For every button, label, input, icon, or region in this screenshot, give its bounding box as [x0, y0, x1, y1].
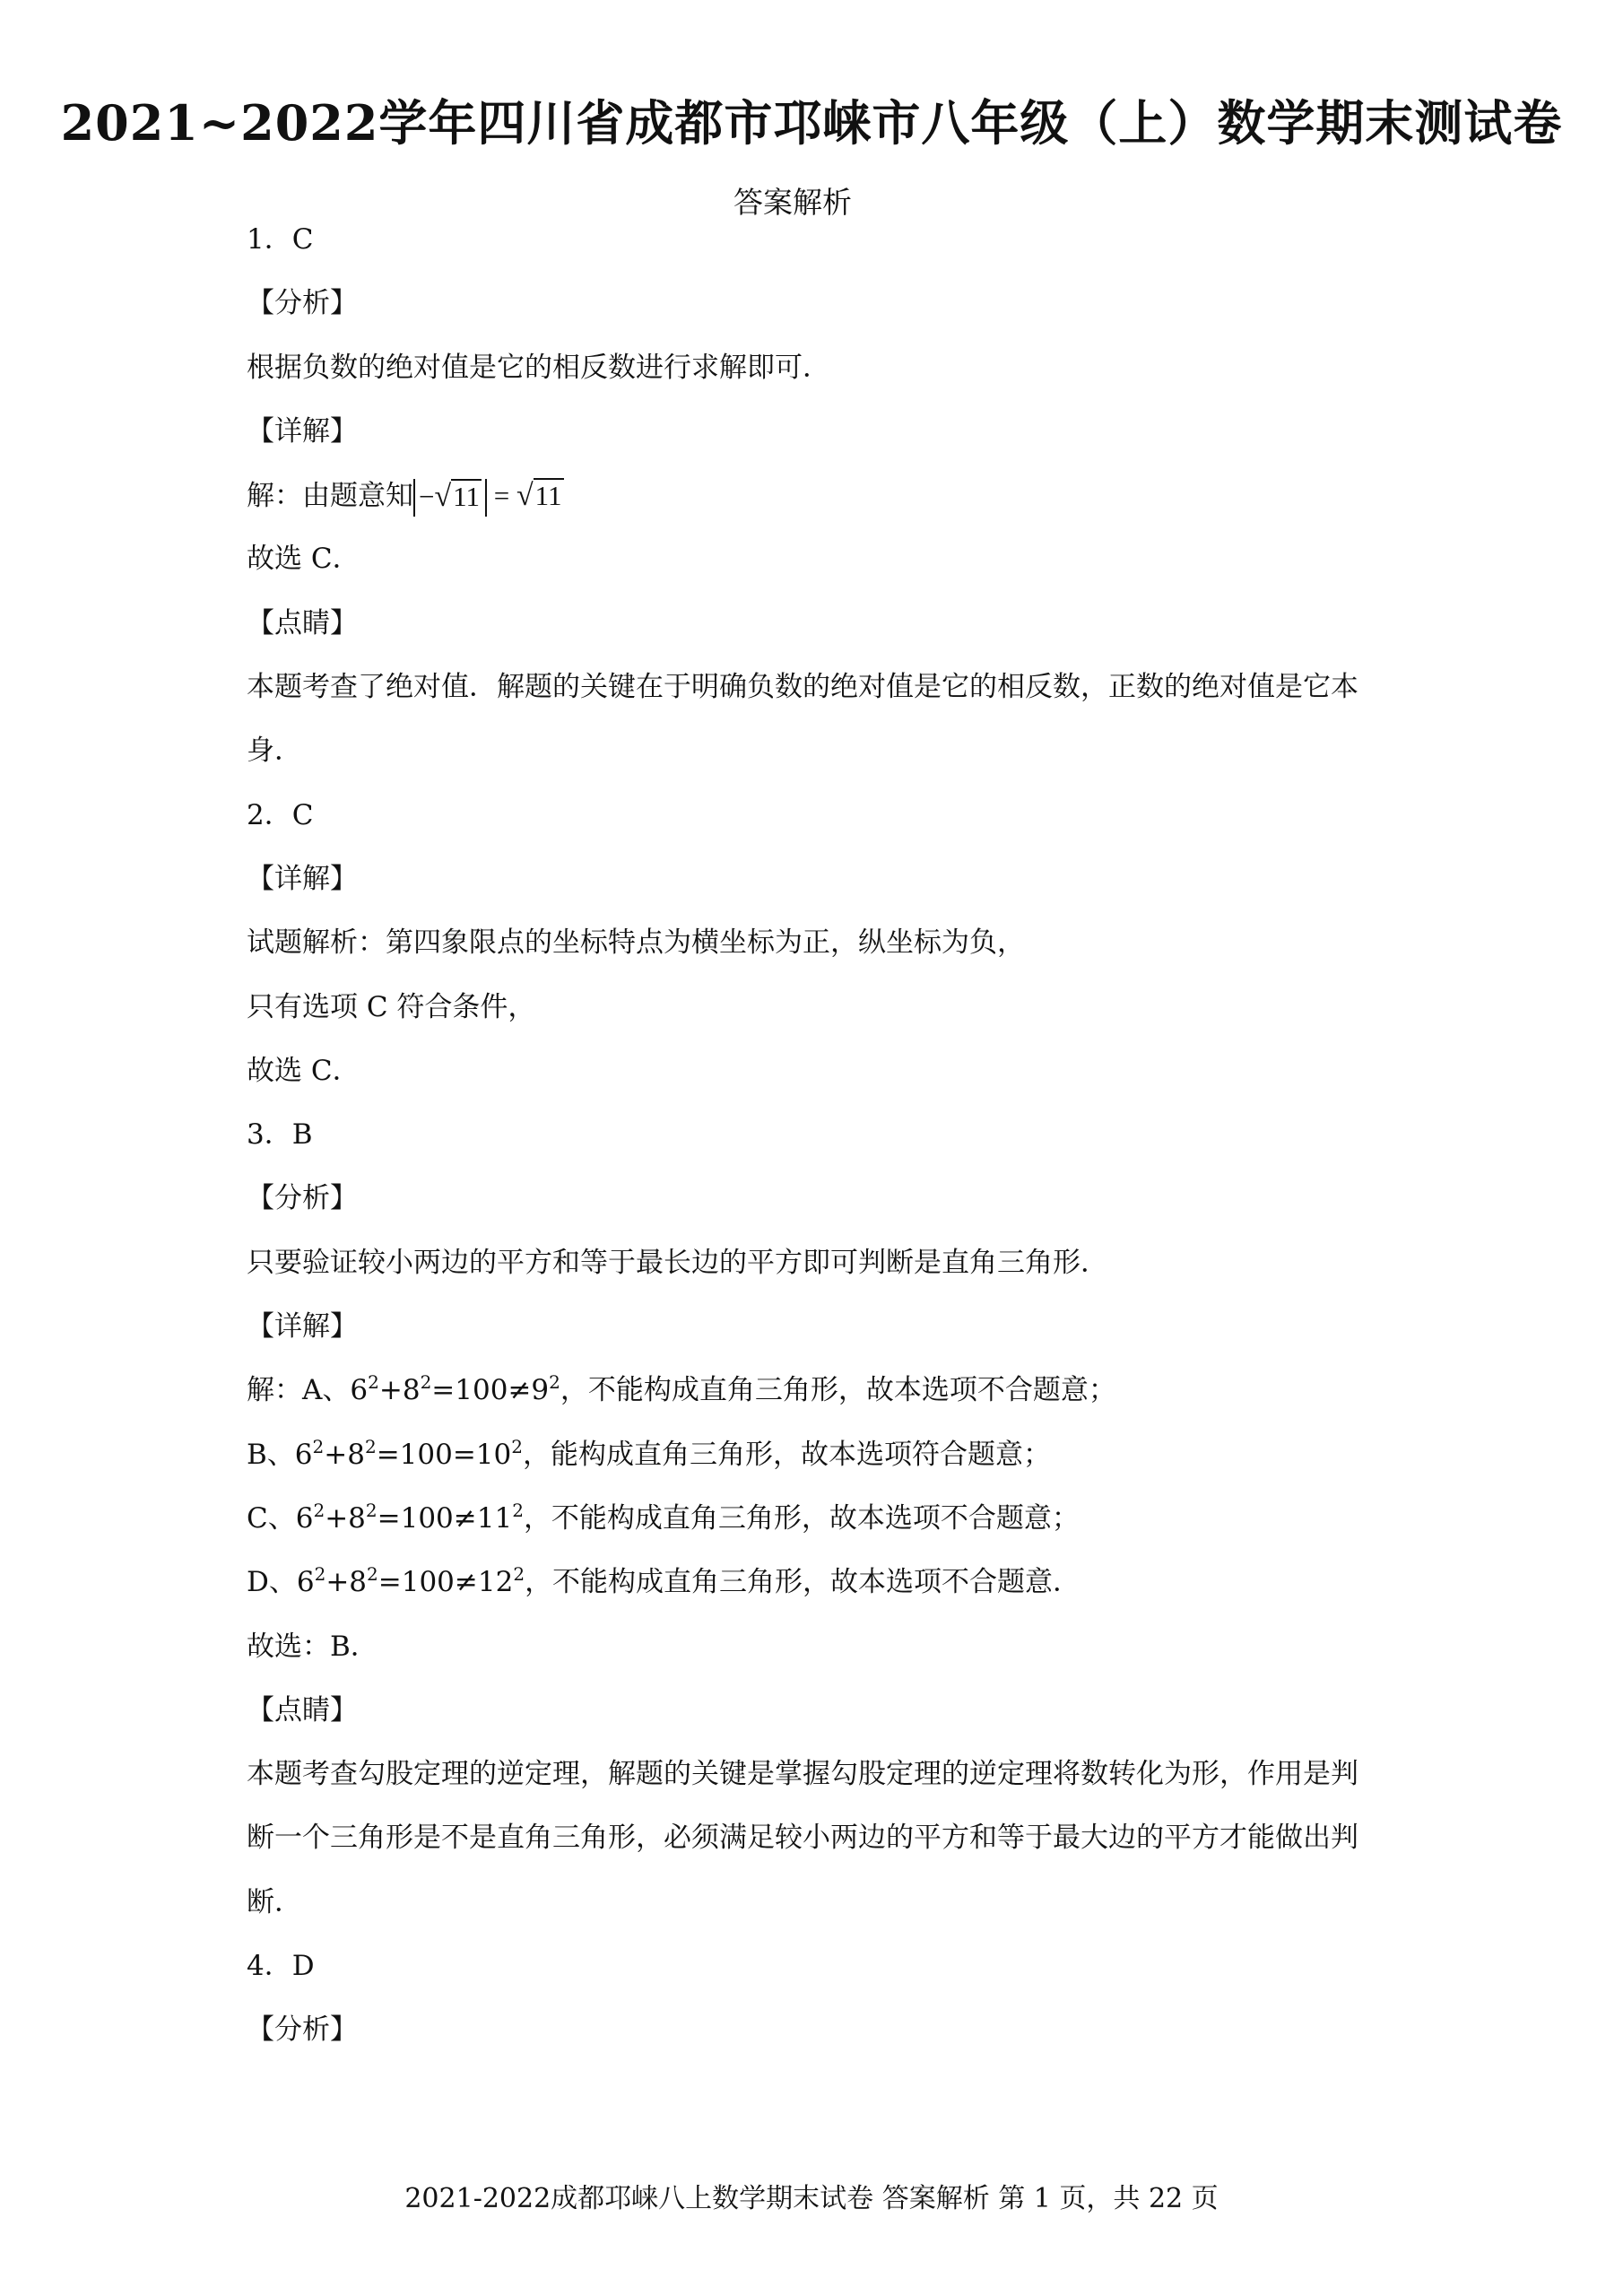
q2-choice: 故选 C．	[247, 1054, 360, 1087]
q1-minus-sign: −	[419, 480, 435, 512]
q1-detail-tag: 【详解】	[247, 414, 358, 448]
q3-d-pre: D、6	[247, 1566, 315, 1599]
q3-a-sq3: 2	[549, 1371, 560, 1394]
q3-option-a	[247, 1359, 1412, 1422]
q3-a-eq: =100≠9	[431, 1374, 550, 1407]
q1-analysis-tag: 【分析】	[247, 287, 358, 320]
q3-a-sq1: 2	[368, 1371, 379, 1394]
q1-rhs-sqrt-sign: √	[516, 479, 534, 513]
q3-c-eq: =100≠11	[377, 1501, 513, 1535]
q1-equals: =	[487, 480, 516, 512]
q3-detail-tag: 【详解】	[247, 1310, 358, 1344]
q3-b-sq3: 2	[511, 1435, 523, 1457]
q3-c-post: ，不能构成直角三角形，故本选项不合题意；	[523, 1501, 1080, 1535]
answer-content	[247, 208, 1412, 2063]
q3-option-d	[247, 1551, 1412, 1614]
document-subtitle: 答案解析	[733, 185, 852, 220]
q3-b-sq2: 2	[364, 1435, 377, 1457]
q3-c-sq3: 2	[512, 1499, 524, 1521]
q3-a-post: ，不能构成直角三角形，故本选项不合题意；	[560, 1374, 1116, 1407]
q3-c-pre: C、6	[247, 1501, 314, 1535]
q3-number: 3．B	[247, 1118, 313, 1152]
q2-number: 2．C	[247, 798, 314, 831]
q1-solution	[247, 464, 1412, 527]
q3-choice: 故选：B．	[247, 1630, 378, 1663]
q3-c-sq1: 2	[313, 1499, 325, 1521]
q3-analysis-tag: 【分析】	[247, 1182, 358, 1215]
q2-line-2: 只有选项 C 符合条件，	[247, 990, 536, 1023]
q3-a-mid: +8	[378, 1374, 421, 1407]
q1-choice: 故选 C．	[247, 543, 360, 576]
q1-comment-tag: 【点睛】	[247, 606, 358, 639]
q3-a-pre: 解：A、6	[247, 1374, 369, 1407]
q3-b-pre: B、6	[247, 1438, 313, 1471]
q2-detail-tag: 【详解】	[247, 862, 358, 895]
q3-analysis: 只要验证较小两边的平方和等于最长边的平方即可判断是直角三角形．	[247, 1246, 1108, 1279]
q3-d-eq: =100≠12	[378, 1566, 514, 1599]
q1-rhs-radicand: 11	[534, 480, 562, 512]
q1-comment-line-1: 本题考查了绝对值．解题的关键在于明确负数的绝对值是它的相反数，正数的绝对值是它本	[247, 671, 1358, 704]
q4-number: 4．D	[247, 1950, 315, 1983]
q3-b-post: ，能构成直角三角形，故本选项符合题意；	[523, 1438, 1051, 1471]
q3-c-mid: +8	[325, 1501, 366, 1535]
q3-d-post: ，不能构成直角三角形，故本选项不合题意．	[525, 1566, 1081, 1599]
q3-c-sq2: 2	[365, 1499, 378, 1521]
q4-analysis-tag: 【分析】	[247, 2013, 358, 2047]
q1-radicand: 11	[453, 480, 481, 512]
q3-comment-line-3: 断．	[247, 1885, 302, 1918]
q1-comment-line-2: 身．	[247, 735, 302, 768]
q2-line-1: 试题解析：第四象限点的坐标特点为横坐标为正，纵坐标为负，	[247, 926, 1025, 960]
q3-d-sq3: 2	[513, 1563, 525, 1586]
document-title: 2021~2022学年四川省成都市邛崃市八年级（上）数学期末测试卷	[60, 94, 1563, 152]
q1-number: 1．C	[247, 223, 314, 256]
q1-absolute-value	[413, 479, 487, 517]
q3-option-c	[247, 1487, 1412, 1551]
q3-option-b	[247, 1423, 1412, 1487]
q3-comment-line-2: 断一个三角形是不是直角三角形，必须满足较小两边的平方和等于最大边的平方才能做出判	[247, 1822, 1358, 1855]
q1-analysis: 根据负数的绝对值是它的相反数进行求解即可．	[247, 351, 830, 384]
page-footer: 2021-2022成都邛崃八上数学期末试卷 答案解析 第 1 页，共 22 页	[404, 2183, 1219, 2214]
q3-d-sq1: 2	[314, 1563, 326, 1586]
q3-comment-line-1: 本题考查勾股定理的逆定理，解题的关键是掌握勾股定理的逆定理将数转化为形，作用是判	[247, 1758, 1358, 1791]
q1-sqrt-sign: √	[434, 479, 452, 513]
q3-d-mid: +8	[325, 1566, 368, 1599]
q3-comment-tag: 【点睛】	[247, 1693, 358, 1726]
q3-b-eq: =100=10	[376, 1438, 512, 1471]
q3-d-sq2: 2	[367, 1563, 378, 1586]
q1-solution-prefix: 解：由题意知	[247, 480, 413, 513]
q3-a-sq2: 2	[420, 1371, 432, 1394]
q3-b-sq1: 2	[312, 1435, 325, 1457]
q3-b-mid: +8	[324, 1438, 365, 1471]
